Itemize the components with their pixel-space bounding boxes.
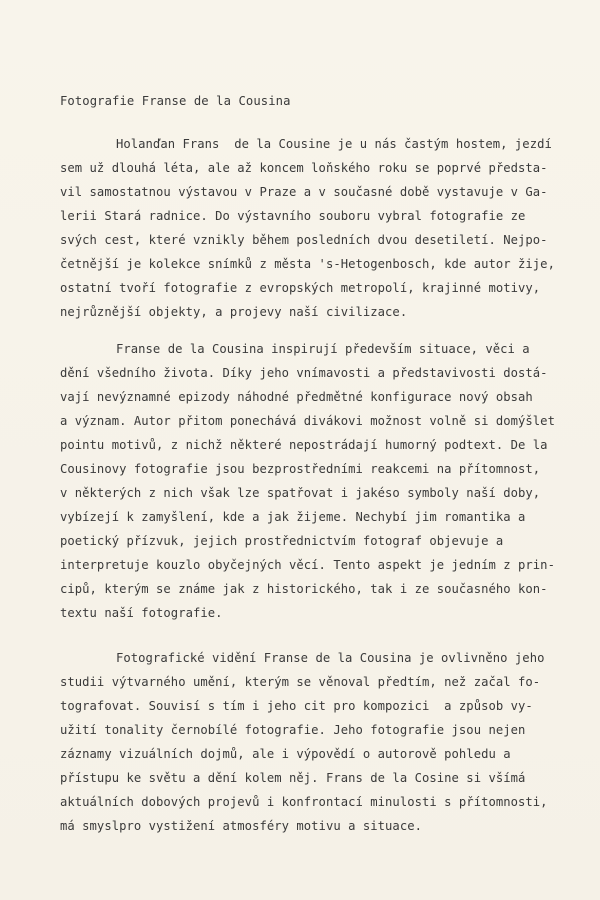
paragraph-1-line-1: Holanďan Frans de la Cousine je u nás častým hostem, jezdí (116, 137, 552, 151)
paragraph-2-line-10: interpretuje kouzlo obyčejných věcí. Tento aspekt je jedním z prin- (60, 558, 555, 572)
paragraph-3-line-6: přístupu ke světu a dění kolem něj. Frans de la Cosine si všímá (60, 771, 526, 785)
paragraph-1-line-5: svých cest, které vznikly během posledních dvou desetiletí. Nejpo- (60, 233, 548, 247)
paragraph-3-line-2: studii výtvarného umění, kterým se věnoval předtím, než začal fo- (60, 675, 541, 689)
paragraph-3-line-8: má smyslpro vystižení atmosféry motivu a situace. (60, 819, 422, 833)
paragraph-3-line-5: záznamy vizuálních dojmů, ale i výpovědí o autorově pohledu a (60, 747, 511, 761)
paragraph-1 (60, 132, 590, 324)
document-title: Fotografie Franse de la Cousina (60, 94, 291, 108)
paragraph-2-line-12: textu naší fotografie. (60, 606, 223, 620)
paragraph-1-line-7: ostatní tvoří fotografie z evropských metropolí, krajinné motivy, (60, 281, 541, 295)
paragraph-3-line-4: užití tonality černobílé fotografie. Jeho fotografie jsou nejen (60, 723, 526, 737)
paragraph-1-line-2: sem už dlouhá léta, ale až koncem loňského roku se poprvé předsta- (60, 161, 548, 175)
paragraph-1-line-3: vil samostatnou výstavou v Praze a v současné době vystavuje v Ga- (60, 185, 548, 199)
paragraph-2-line-11: cipů, kterým se známe jak z historického, tak i ze současného kon- (60, 582, 548, 596)
paragraph-1-line-6: četnější je kolekce snímků z města 's-Hetogenbosch, kde autor žije, (60, 257, 555, 271)
paragraph-2-line-7: v některých z nich však lze spatřovat i jakéso symboly naší doby, (60, 486, 541, 500)
paragraph-3 (60, 646, 590, 838)
paragraph-2-line-5: pointu motivů, z nichž některé nepostrádají humorný podtext. De la (60, 438, 548, 452)
paragraph-2-line-3: vají nevýznamné epizody náhodné předmětné konfigurace nový obsah (60, 390, 533, 404)
paragraph-3-line-3: tografovat. Souvisí s tím i jeho cit pro kompozici a způsob vy- (60, 699, 533, 713)
paragraph-1-line-4: lerii Stará radnice. Do výstavního souboru vybral fotografie ze (60, 209, 526, 223)
paragraph-2-line-4: a význam. Autor přitom ponechává divákovi možnost volně si domýšlet (60, 414, 555, 428)
paragraph-3-line-1: Fotografické vidění Franse de la Cousina je ovlivněno jeho (116, 651, 545, 665)
paragraph-1-line-8: nejrůznější objekty, a projevy naší civilizace. (60, 305, 408, 319)
paragraph-2-line-2: dění všedního života. Díky jeho vnímavosti a představivosti dostá- (60, 366, 548, 380)
paragraph-2-line-9: poetický přízvuk, jejich prostřednictvím fotograf objevuje a (60, 534, 504, 548)
paragraph-2-line-6: Cousinovy fotografie jsou bezprostředními reakcemi na přítomnost, (60, 462, 541, 476)
paragraph-2-line-1: Franse de la Cousina inspirují především situace, věci a (116, 342, 530, 356)
paragraph-2-line-8: vybízejí k zamyšlení, kde a jak žijeme. Nechybí jim romantika a (60, 510, 526, 524)
paragraph-2 (60, 337, 590, 625)
paragraph-3-line-7: aktuálních dobových projevů i konfrontací minulosti s přítomnosti, (60, 795, 548, 809)
